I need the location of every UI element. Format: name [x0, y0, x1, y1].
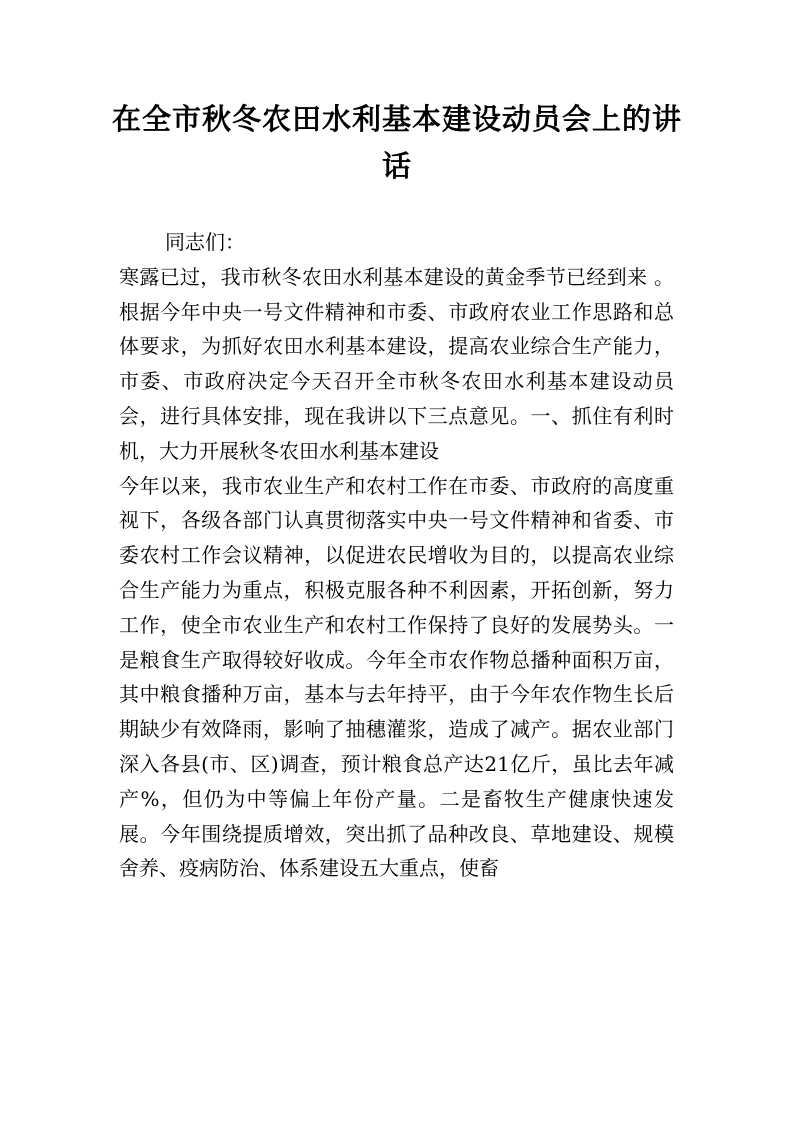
- body-paragraph: 今年以来，我市农业生产和农村工作在市委、市政府的高度重视下，各级各部门认真贯彻落实中央一号文件精神和省委、市委农村工作会议精神，以促进农民增收为目的，以提高农业综合生产能力为重点，积极克服各种不利因素，开拓创新，努力工作，使全市农业生产和农村工作保持了良好的发展势头。一是粮食生产取得较好收成。今年全市农作物总播种面积万亩，其中粮食播种万亩，基本与去年持平，由于今年农作物生长后期缺少有效降雨，影响了抽穗灌浆，造成了减产。据农业部门深入各县(市、区)调查，预计粮食总产达21亿斤，虽比去年减产%，但仍为中等偏上年份产量。二是畜牧生产健康快速发展。今年围绕提质增效，突出抓了品种改良、草地建设、规模舍养、疫病防治、体系建设五大重点，使畜: [119, 473, 674, 881]
- body-paragraph: 寒露已过，我市秋冬农田水利基本建设的黄金季节已经到来 。根据今年中央一号文件精神和市委、市政府农业工作思路和总体要求，为抓好农田水利基本建设，提高农业综合生产能力，市委、市政府决定今天召开全市秋冬农田水利基本建设动员会，进行具体安排，现在我讲以下三点意见。一、抓住有利时机，大力开展秋冬农田水利基本建设: [119, 264, 674, 463]
- greeting-line: 同志们：: [165, 230, 245, 254]
- document-title: 在全市秋冬农田水利基本建设动员会上的讲话: [111, 102, 682, 183]
- document-body: [119, 225, 674, 886]
